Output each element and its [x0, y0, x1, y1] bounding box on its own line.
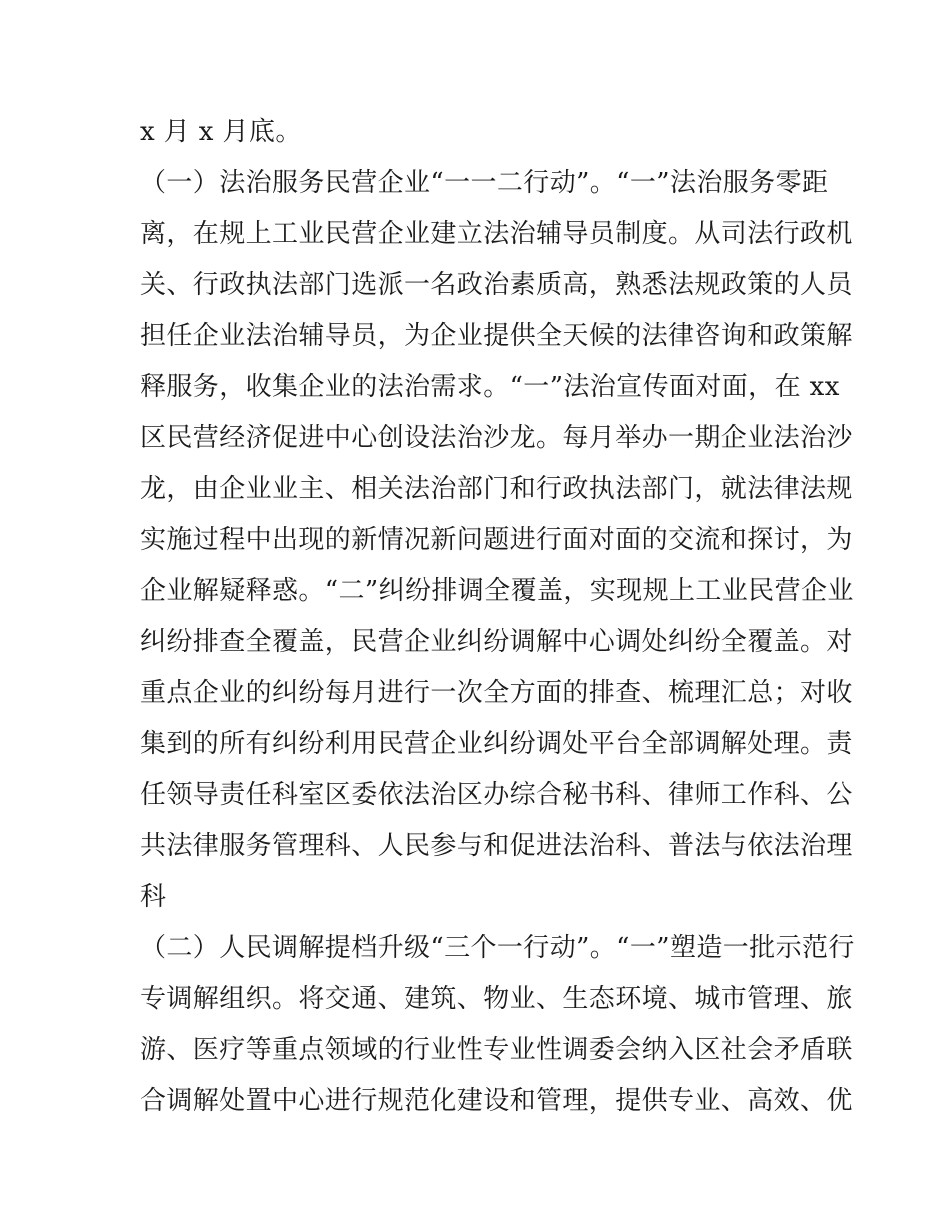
text-line: 实施过程中出现的新情况新问题进行面对面的交流和探讨，为 [140, 525, 853, 555]
text-line: 任领导责任科室区委依法治区办综合秘书科、律师工作科、公 [140, 780, 853, 810]
text-line: 合调解处置中心进行规范化建设和管理，提供专业、高效、优 [140, 1086, 853, 1116]
text-line: 科 [140, 882, 167, 912]
text-line: 释服务，收集企业的法治需求。“一”法治宣传面对面，在 xx [140, 372, 840, 402]
text-line: 区民营经济促进中心创设法治沙龙。每月举办一期企业法治沙 [140, 423, 853, 453]
text-line: x 月 x 月底。 [140, 117, 302, 147]
text-line: 重点企业的纠纷每月进行一次全方面的排查、梳理汇总；对收 [140, 678, 853, 708]
text-line: 纠纷排查全覆盖，民营企业纠纷调解中心调处纠纷全覆盖。对 [140, 627, 853, 657]
text-line: 离，在规上工业民营企业建立法治辅导员制度。从司法行政机 [140, 219, 853, 249]
text-line: 游、医疗等重点领域的行业性专业性调委会纳入区社会矛盾联 [140, 1035, 853, 1065]
text-line: （二）人民调解提档升级“三个一行动”。“一”塑造一批示范行 [140, 933, 855, 963]
text-line: 担任企业法治辅导员，为企业提供全天候的法律咨询和政策解 [140, 321, 853, 351]
text-line: 集到的所有纠纷利用民营企业纠纷调处平台全部调解处理。责 [140, 729, 853, 759]
text-line: 龙，由企业业主、相关法治部门和行政执法部门，就法律法规 [140, 474, 853, 504]
text-line: 专调解组织。将交通、建筑、物业、生态环境、城市管理、旅 [140, 984, 853, 1014]
text-line: 关、行政执法部门选派一名政治素质高，熟悉法规政策的人员 [140, 270, 853, 300]
text-line: 企业解疑释惑。“二”纠纷排调全覆盖，实现规上工业民营企业 [140, 576, 854, 606]
text-line: 共法律服务管理科、人民参与和促进法治科、普法与依法治理 [140, 831, 853, 861]
text-line: （一）法治服务民营企业“一一二行动”。“一”法治服务零距 [140, 168, 829, 198]
